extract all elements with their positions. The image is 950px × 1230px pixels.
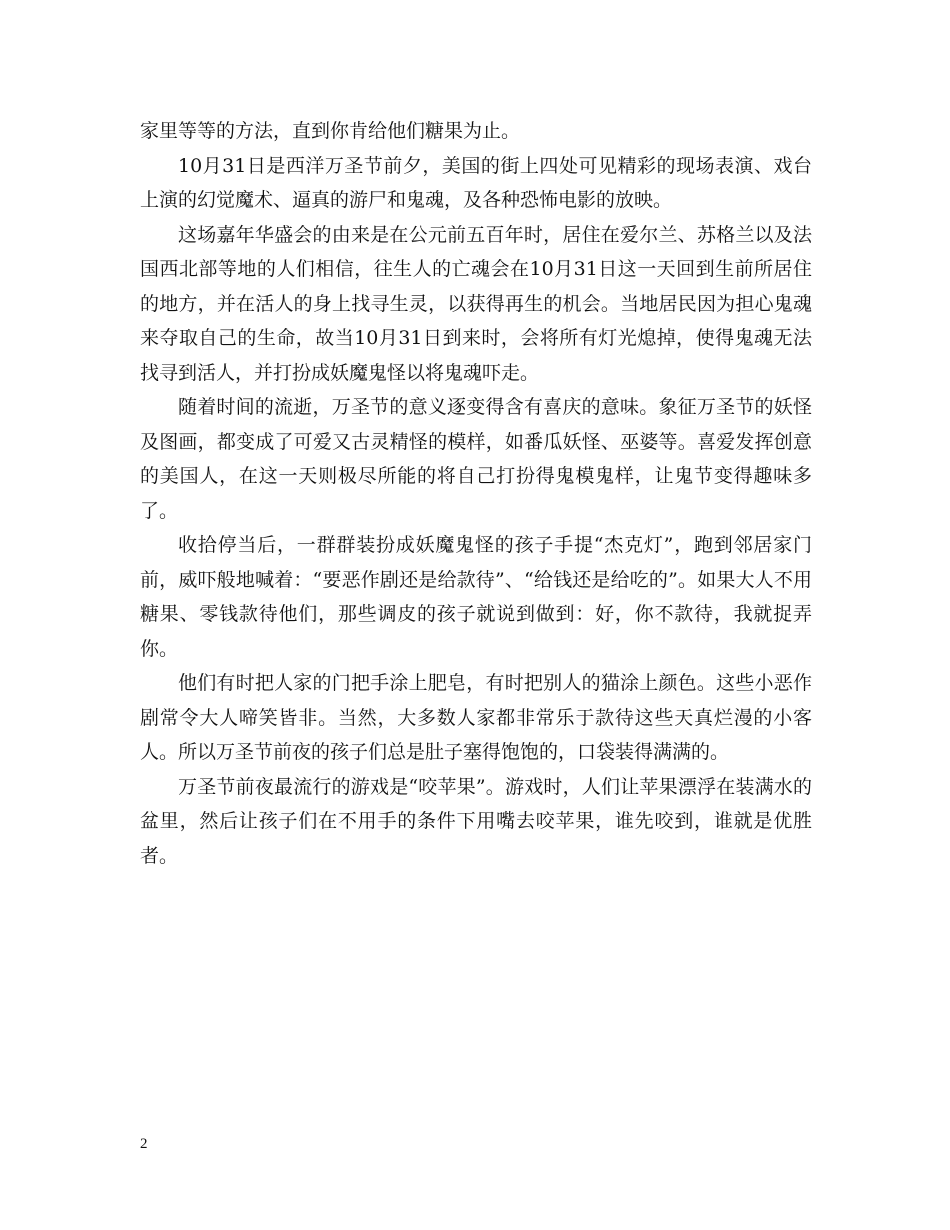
- paragraph-1: 家里等等的方法，直到你肯给他们糖果为止。: [140, 120, 521, 142]
- page-number: 2: [140, 1136, 148, 1152]
- paragraph-3: 这场嘉年华盛会的由来是在公元前五百年时，居住在爱尔兰、苏格兰以及法国西北部等地的人们相信，往生人的亡魂会在10月31日这一天回到生前所居住的地方，并在活人的身上找寻生灵，以获得再生的机会。当地居民因为担心鬼魂来夺取自己的生命，故当10月31日到来时，会将所有灯光熄掉，使得鬼魂无法找寻到活人，并打扮成妖魔鬼怪以将鬼魂吓走。: [140, 223, 812, 384]
- body-text: [140, 114, 812, 873]
- paragraph-7: 万圣节前夜最流行的游戏是“咬苹果”。游戏时，人们让苹果漂浮在装满水的盆里，然后让孩子们在不用手的条件下用嘴去咬苹果，谁先咬到，谁就是优胜者。: [140, 775, 812, 867]
- paragraph-6: 他们有时把人家的门把手涂上肥皂，有时把别人的猫涂上颜色。这些小恶作剧常令大人啼笑皆非。当然，大多数人家都非常乐于款待这些天真烂漫的小客人。所以万圣节前夜的孩子们总是肚子塞得饱饱的，口袋装得满满的。: [140, 672, 812, 763]
- paragraph-4: 随着时间的流逝，万圣节的意义逐变得含有喜庆的意味。象征万圣节的妖怪及图画，都变成了可爱又古灵精怪的模样，如番瓜妖怪、巫婆等。喜爱发挥创意的美国人，在这一天则极尽所能的将自己打扮得鬼模鬼样，让鬼节变得趣味多了。: [140, 396, 812, 522]
- paragraph-5: 收拾停当后，一群群装扮成妖魔鬼怪的孩子手提“杰克灯”，跑到邻居家门前，威吓般地喊着：“要恶作剧还是给款待”、“给钱还是给吃的”。如果大人不用糖果、零钱款待他们，那些调皮的孩子就说到做到：好，你不款待，我就捉弄你。: [140, 534, 812, 660]
- paragraph-2: 10月31日是西洋万圣节前夕，美国的街上四处可见精彩的现场表演、戏台上演的幻觉魔术、逼真的游尸和鬼魂，及各种恐怖电影的放映。: [140, 154, 812, 211]
